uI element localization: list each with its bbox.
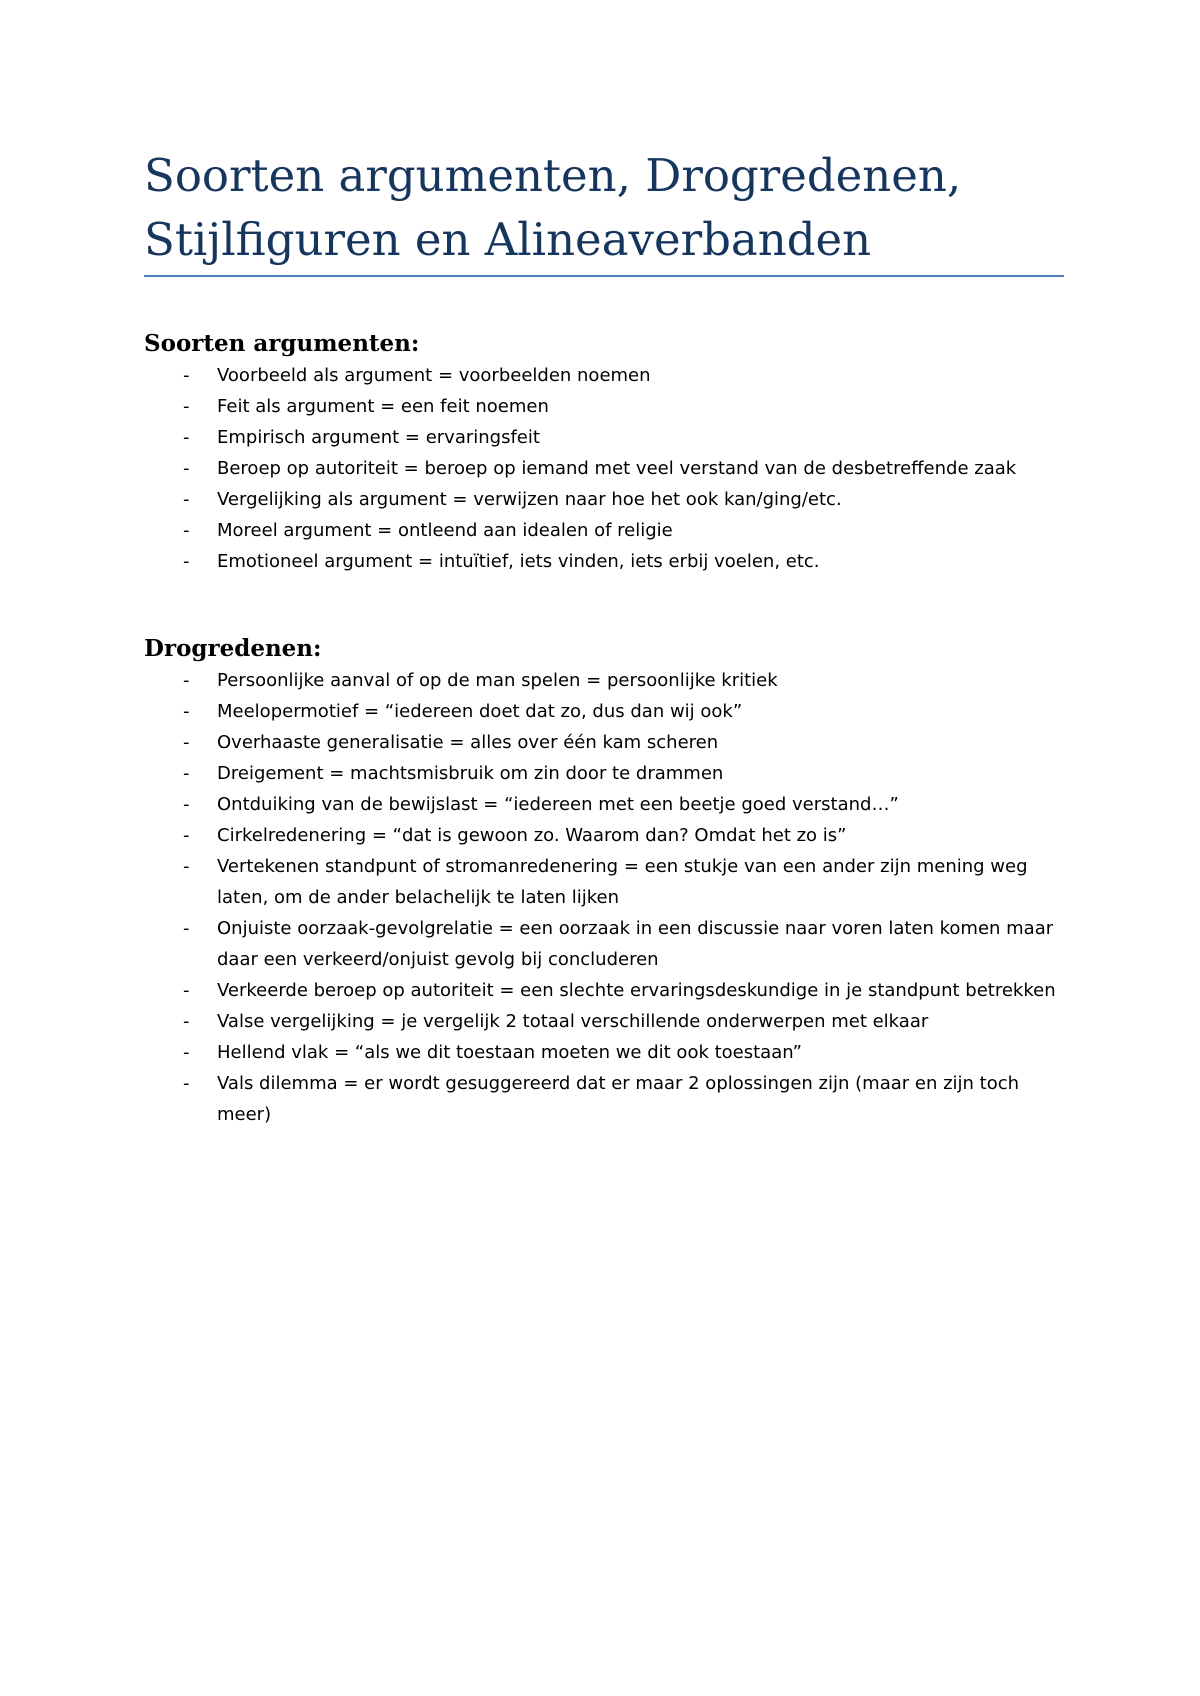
bullet-dash: - [183,1042,190,1063]
list-item-text: Empirisch argument = ervaringsfeit [217,427,540,448]
list-item [144,851,1064,913]
bullet-dash: - [183,427,190,448]
list-item-text: Feit als argument = een feit noemen [217,396,549,417]
section-soorten-argumenten [144,328,1064,577]
section-heading-drogredenen: Drogredenen: [144,635,322,662]
list-item [144,515,1064,546]
document-title-line-2: Stijlfiguren en Alineaverbanden [144,213,872,266]
list-item-text: Vergelijking als argument = verwijzen naar hoe het ook kan/ging/etc. [217,489,842,510]
list-item [144,1006,1064,1037]
bullet-dash: - [183,980,190,1001]
list-item [144,975,1064,1006]
bullet-dash: - [183,520,190,541]
bullet-dash: - [183,763,190,784]
list-item [144,665,1064,696]
bullet-dash: - [183,670,190,691]
list-drogredenen [144,665,1064,1130]
list-item [144,820,1064,851]
list-item-text: Valse vergelijking = je vergelijk 2 totaal verschillende onderwerpen met elkaar [217,1011,929,1032]
list-item [144,789,1064,820]
list-item-text: Ontduiking van de bewijslast = “iedereen met een beetje goed verstand…” [217,794,899,815]
bullet-dash: - [183,458,190,479]
list-item [144,1068,1064,1130]
list-item [144,453,1064,484]
document-title-line-1: Soorten argumenten, Drogredenen, [144,149,962,202]
list-item-text: Hellend vlak = “als we dit toestaan moeten we dit ook toestaan” [217,1042,802,1063]
list-item-text: Voorbeeld als argument = voorbeelden noemen [217,365,651,386]
bullet-dash: - [183,551,190,572]
bullet-dash: - [183,1011,190,1032]
list-item [144,391,1064,422]
bullet-dash: - [183,365,190,386]
list-item-text: Emotioneel argument = intuïtief, iets vinden, iets erbij voelen, etc. [217,551,820,572]
bullet-dash: - [183,825,190,846]
section-drogredenen [144,633,1064,1130]
list-item [144,727,1064,758]
title-underline-rule [144,275,1064,277]
bullet-dash: - [183,701,190,722]
list-item-text: Vals dilemma = er wordt gesuggereerd dat er maar 2 oplossingen zijn (maar en zijn toch meer) [217,1073,1020,1125]
list-item-text: Onjuiste oorzaak-gevolgrelatie = een oorzaak in een discussie naar voren laten komen maar daar een verkeerd/onjuist gevolg bij concluderen [217,918,1054,970]
list-item [144,758,1064,789]
bullet-dash: - [183,794,190,815]
list-item-text: Meelopermotief = “iedereen doet dat zo, dus dan wij ook” [217,701,743,722]
list-item-text: Persoonlijke aanval of op de man spelen = persoonlijke kritiek [217,670,778,691]
list-item [144,422,1064,453]
section-heading-soorten-argumenten: Soorten argumenten: [144,330,420,357]
list-item [144,484,1064,515]
list-item [144,1037,1064,1068]
list-item-text: Cirkelredenering = “dat is gewoon zo. Waarom dan? Omdat het zo is” [217,825,847,846]
bullet-dash: - [183,1073,190,1094]
list-item-text: Vertekenen standpunt of stromanredenering = een stukje van een ander zijn mening weg laten, om de ander belachelijk te laten lijken [217,856,1028,908]
list-item-text: Verkeerde beroep op autoriteit = een slechte ervaringsdeskundige in je standpunt betrekken [217,980,1056,1001]
list-soorten-argumenten [144,360,1064,577]
document-title [144,144,1064,272]
bullet-dash: - [183,396,190,417]
bullet-dash: - [183,732,190,753]
list-item [144,546,1064,577]
bullet-dash: - [183,856,190,877]
list-item-text: Beroep op autoriteit = beroep op iemand met veel verstand van de desbetreffende zaak [217,458,1017,479]
list-item [144,360,1064,391]
list-item [144,913,1064,975]
list-item-text: Overhaaste generalisatie = alles over één kam scheren [217,732,719,753]
bullet-dash: - [183,918,190,939]
list-item-text: Moreel argument = ontleend aan idealen of religie [217,520,673,541]
list-item-text: Dreigement = machtsmisbruik om zin door te drammen [217,763,724,784]
bullet-dash: - [183,489,190,510]
list-item [144,696,1064,727]
